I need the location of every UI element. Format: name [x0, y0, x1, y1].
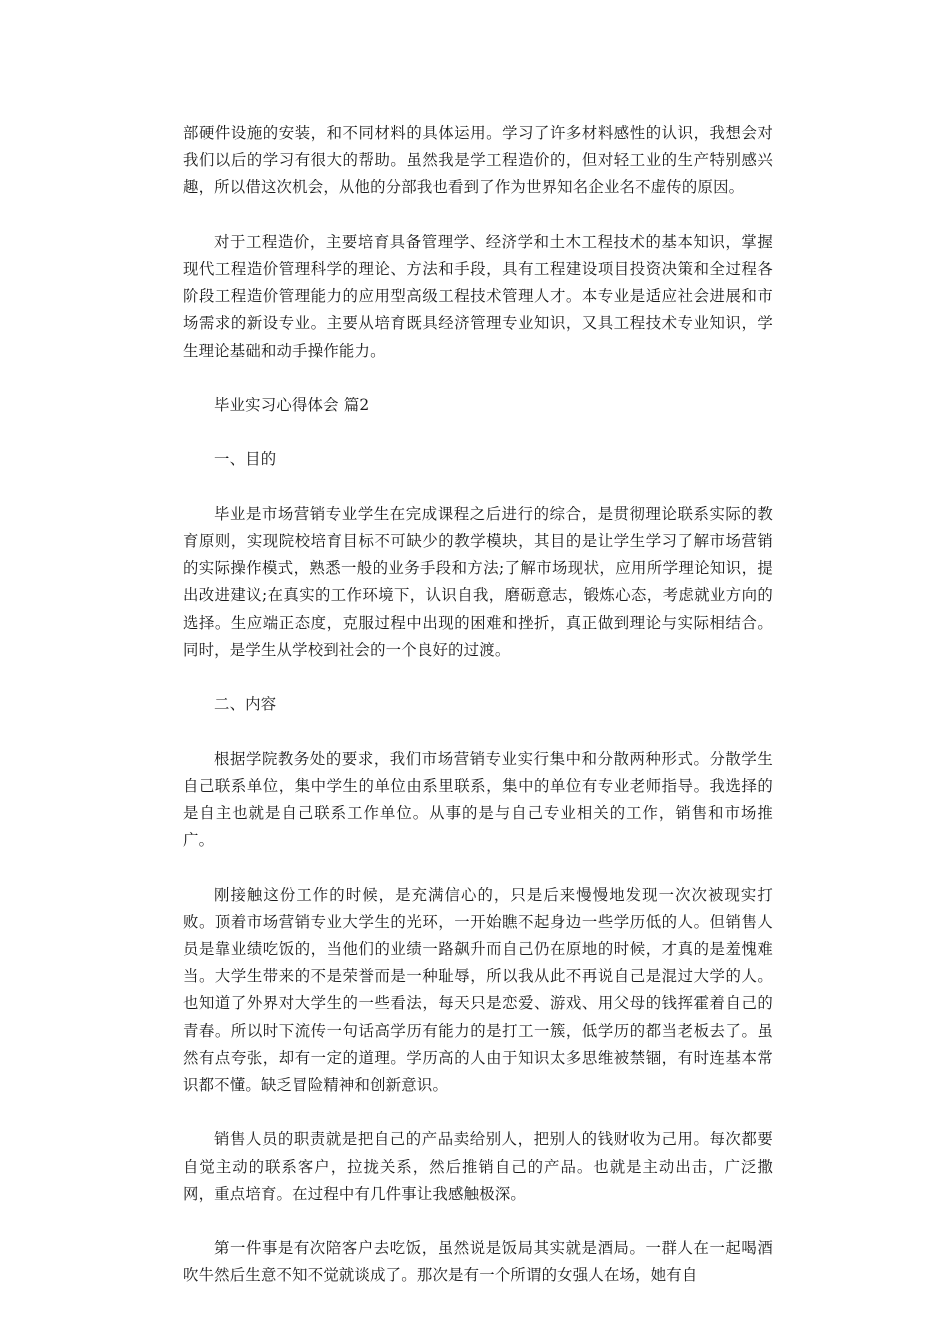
paragraph-purpose: 毕业是市场营销专业学生在完成课程之后进行的综合，是贯彻理论联系实际的教育原则，实现院校培育目标不可缺少的教学模块，其目的是让学生学习了解市场营销的实际操作模式，熟悉一般的业务手段和方法;了解市场现状，应用所学理论知识，提出改进建议;在真实的工作环境下，认识自我，磨砺意志，锻炼心态，考虑就业方向的选择。生应端正态度，克服过程中出现的困难和挫折，真正做到理论与实际相结合。同时，是学生从学校到社会的一个良好的过渡。: [183, 504, 773, 659]
section-title: 毕业实习心得体会 篇2: [214, 396, 370, 414]
paragraph-first-event: 第一件事是有次陪客户去吃饭，虽然说是饭局其实就是酒局。一群人在一起喝酒吹牛然后生意不知不觉就谈成了。那次是有一个所谓的女强人在场，她有自: [183, 1239, 773, 1285]
heading-purpose: 一、目的: [214, 450, 277, 469]
paragraph-experience: 刚接触这份工作的时候，是充满信心的，只是后来慢慢地发现一次次被现实打败。顶着市场营销专业大学生的光环，一开始瞧不起身边一些学历低的人。但销售人员是靠业绩吃饭的，当他们的业绩一路飙升而自己仍在原地的时候，才真的是羞愧难当。大学生带来的不是荣誉而是一种耻辱，所以我从此不再说自己是混过大学的人。也知道了外界对大学生的一些看法，每天只是恋爱、游戏、用父母的钱挥霍着自己的青春。所以时下流传一句话高学历有能力的是打工一簇，低学历的都当老板去了。虽然有点夸张，却有一定的道理。学历高的人由于知识太多思维被禁锢，有时连基本常识都不懂。缺乏冒险精神和创新意识。: [183, 885, 773, 1094]
document-body: [183, 120, 773, 1317]
heading-content: 二、内容: [214, 695, 277, 714]
paragraph-continued: 部硬件设施的安装，和不同材料的具体运用。学习了许多材料感性的认识，我想会对我们以后的学习有很大的帮助。虽然我是学工程造价的，但对轻工业的生产特别感兴趣，所以借这次机会，从他的分部我也看到了作为世界知名企业名不虚传的原因。: [183, 124, 773, 197]
paragraph-arrangement: 根据学院教务处的要求，我们市场营销专业实行集中和分散两种形式。分散学生自己联系单位，集中学生的单位由系里联系，集中的单位有专业老师指导。我选择的是自主也就是自己联系工作单位。从事的是与自己专业相关的工作，销售和市场推广。: [183, 749, 773, 850]
paragraph-sales-duty: 销售人员的职责就是把自己的产品卖给别人，把别人的钱财收为己用。每次都要自觉主动的联系客户，拉拢关系，然后推销自己的产品。也就是主动出击，广泛撒网，重点培育。在过程中有几件事让我感触极深。: [183, 1130, 773, 1203]
paragraph-cost-engineering: 对于工程造价，主要培育具备管理学、经济学和土木工程技术的基本知识，掌握现代工程造价管理科学的理论、方法和手段，具有工程建设项目投资决策和全过程各阶段工程造价管理能力的应用型高级工程技术管理人才。本专业是适应社会进展和市场需求的新设专业。主要从培育既具经济管理专业知识，又具工程技术专业知识，学生理论基础和动手操作能力。: [183, 232, 773, 360]
